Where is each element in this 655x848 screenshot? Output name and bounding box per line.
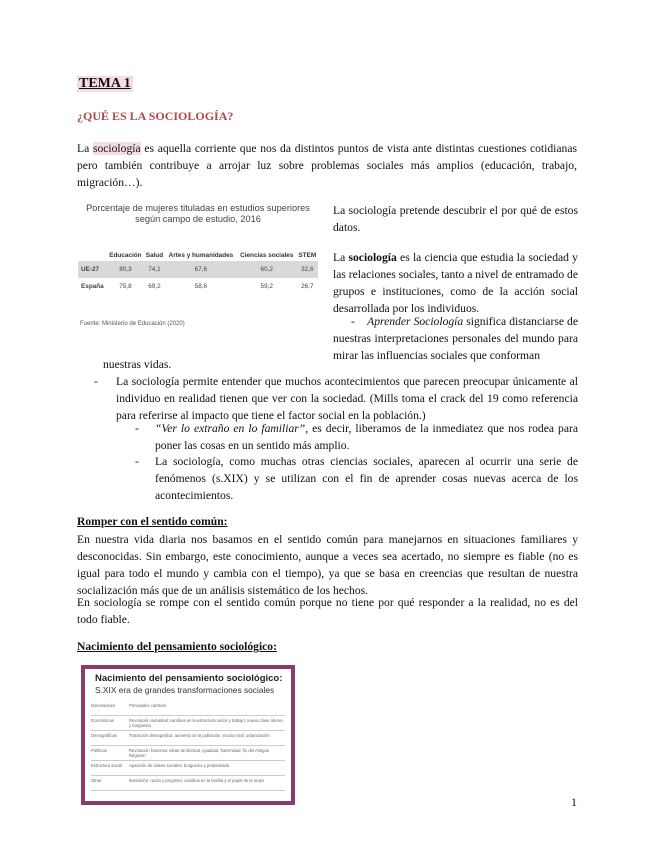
continuation-text: nuestras vidas. (103, 358, 172, 371)
page-number: 1 (571, 795, 577, 809)
right-dash-item: - Aprender Sociología significa distanciarse de nuestras interpretaciones personales del mundo para mirar las influencias sociales que conforman (333, 315, 578, 362)
women-graduates-chart (78, 203, 318, 338)
common-sense-paragraph-2: En sociología se rompe con el sentido común porque no tiene por qué responder a la realidad, no es del todo fiable. (77, 596, 578, 626)
dash-marker: - (351, 315, 368, 328)
bullet-marker: - (94, 375, 98, 388)
chart-value-cell: 75,8 (119, 283, 132, 290)
slide-row-text: Aparición de clases sociales: burguesía y proletariado (129, 763, 230, 768)
bullet-item-1: La sociología permite entender que muchos acontecimientos que parecen preocupar únicamente al individuo en realidad tienen que ver con la sociedad. (Mills toma el crack del 19 como referencia para referirse al impacto que tiene el factor social en la población.) (116, 375, 578, 422)
slide-row (91, 746, 285, 761)
chart-value-cell: 69,2 (148, 283, 161, 290)
page-title: TEMA 1 (79, 76, 131, 91)
slide-row (91, 701, 285, 716)
chart-column-header: Ciencias sociales (240, 252, 294, 259)
chart-row (78, 278, 318, 295)
slide-row-label: Económicas (91, 718, 114, 723)
chart-value-cell: 74,1 (144, 261, 165, 278)
slide-row-label: Otras (91, 778, 102, 783)
chart-row (78, 261, 318, 278)
right-paragraph-1: La sociología pretende descubrir el por qué de estos datos. (333, 204, 578, 234)
chart-column-header: STEM (298, 252, 317, 259)
slide-table (91, 701, 285, 791)
sub-bullet-marker: - (135, 422, 139, 435)
chart-column-header: Salud (145, 252, 164, 259)
slide-row-label: Dimensiones (91, 703, 116, 708)
chart-row-label: UE-27 (78, 261, 107, 278)
sub-bullet-item-2: La sociología, como muchas otras ciencias sociales, aparecen al ocurrir una serie de fenómenos (s.XIX) y se utilizan con el fin de aprender cosas nuevas acerca de los acontecimientos. (155, 455, 578, 502)
slide-row (91, 776, 285, 791)
section-subtitle: ¿QUÉ ES LA SOCIOLOGÍA? (77, 109, 234, 123)
chart-value-cell: 59,2 (260, 283, 273, 290)
bold-term: sociología (348, 251, 397, 264)
right-paragraph-2: La sociología es la ciencia que estudia la sociedad y las relaciones sociales, tanto a nivel de entramado de grupos e instituciones, como de la acción social desarrollada por los individuos. (333, 251, 578, 315)
chart-value-cell: 26,7 (301, 283, 314, 290)
chart-column-header: Educación (109, 252, 142, 259)
highlighted-term: sociología (92, 142, 141, 155)
slide-row-label: Estructura social (91, 763, 122, 768)
chart-table (78, 241, 318, 295)
intro-paragraph: La sociología es aquella corriente que nos da distintos puntos de vista ante distintas cuestiones cotidianas pero también contribuye a arrojar luz sobre problemas sociales más amplios (educación, trabajo, migración…). (77, 142, 577, 189)
slide-image (81, 665, 295, 805)
slide-row-text: Transición demográfica: aumento de la población; éxodo rural; urbanización (129, 733, 270, 738)
sub-bullet-marker: - (135, 455, 139, 468)
chart-value-cell: 58,6 (194, 283, 208, 290)
common-sense-paragraph-1: En nuestra vida diaria nos basamos en el sentido común para manejarnos en situaciones familiares y desconocidas. Sin embargo, este conocimiento, aunque a veces sea acertado, no siempre es fiable (no es igual para todo el mundo y cambia con el tiempo), ya que se basa en creencias que resultan de nuestra socialización más que de un análisis sistemático de los hechos. (77, 533, 578, 597)
section-heading-birth-of-sociology: Nacimiento del pensamiento sociológico: (77, 640, 277, 653)
sub-bullet-item-1: “Ver lo extraño en lo familiar”, es decir, liberamos de la inmediatez que nos rodea para poner las cosas en un sentido más amplio. (155, 422, 578, 452)
slide-row (91, 761, 285, 776)
slide-row-label: Demográficas (91, 733, 117, 738)
chart-value-cell: 60,2 (237, 261, 297, 278)
chart-title: Porcentaje de mujeres tituladas en estudios superiores según campo de estudio, 2016 (86, 203, 310, 224)
chart-value-cell: 32,6 (297, 261, 318, 278)
section-heading-common-sense: Romper con el sentido común: (77, 515, 228, 528)
slide-row-label: Políticas (91, 748, 107, 753)
slide-row (91, 731, 285, 746)
slide-subtitle: S.XIX era de grandes transformaciones sociales (95, 685, 275, 695)
chart-column-header (78, 241, 107, 261)
slide-row-text: Revolución francesa: ideas de libertad, igualdad, fraternidad; fin del Antiguo Régimen (129, 748, 270, 758)
chart-value-cell: 67,6 (165, 261, 237, 278)
slide-row (91, 716, 285, 731)
chart-column-header: Artes y humanidades (168, 252, 234, 259)
slide-row-text: Principales cambios (129, 703, 167, 708)
slide-row-text: Ilustración: razón y progreso; cambios en la familia y el papel de la mujer (129, 778, 265, 783)
chart-row-label: España (81, 283, 104, 290)
slide-row-text: Revolución industrial: cambios en la estructura social y trabajo; nueva clase obrera y burguesía (129, 718, 283, 728)
chart-source: Fuente: Ministerio de Educación (2020) (80, 321, 185, 327)
chart-value-cell: 80,3 (107, 261, 144, 278)
slide-title: Nacimiento del pensamiento sociológico: (95, 673, 283, 684)
